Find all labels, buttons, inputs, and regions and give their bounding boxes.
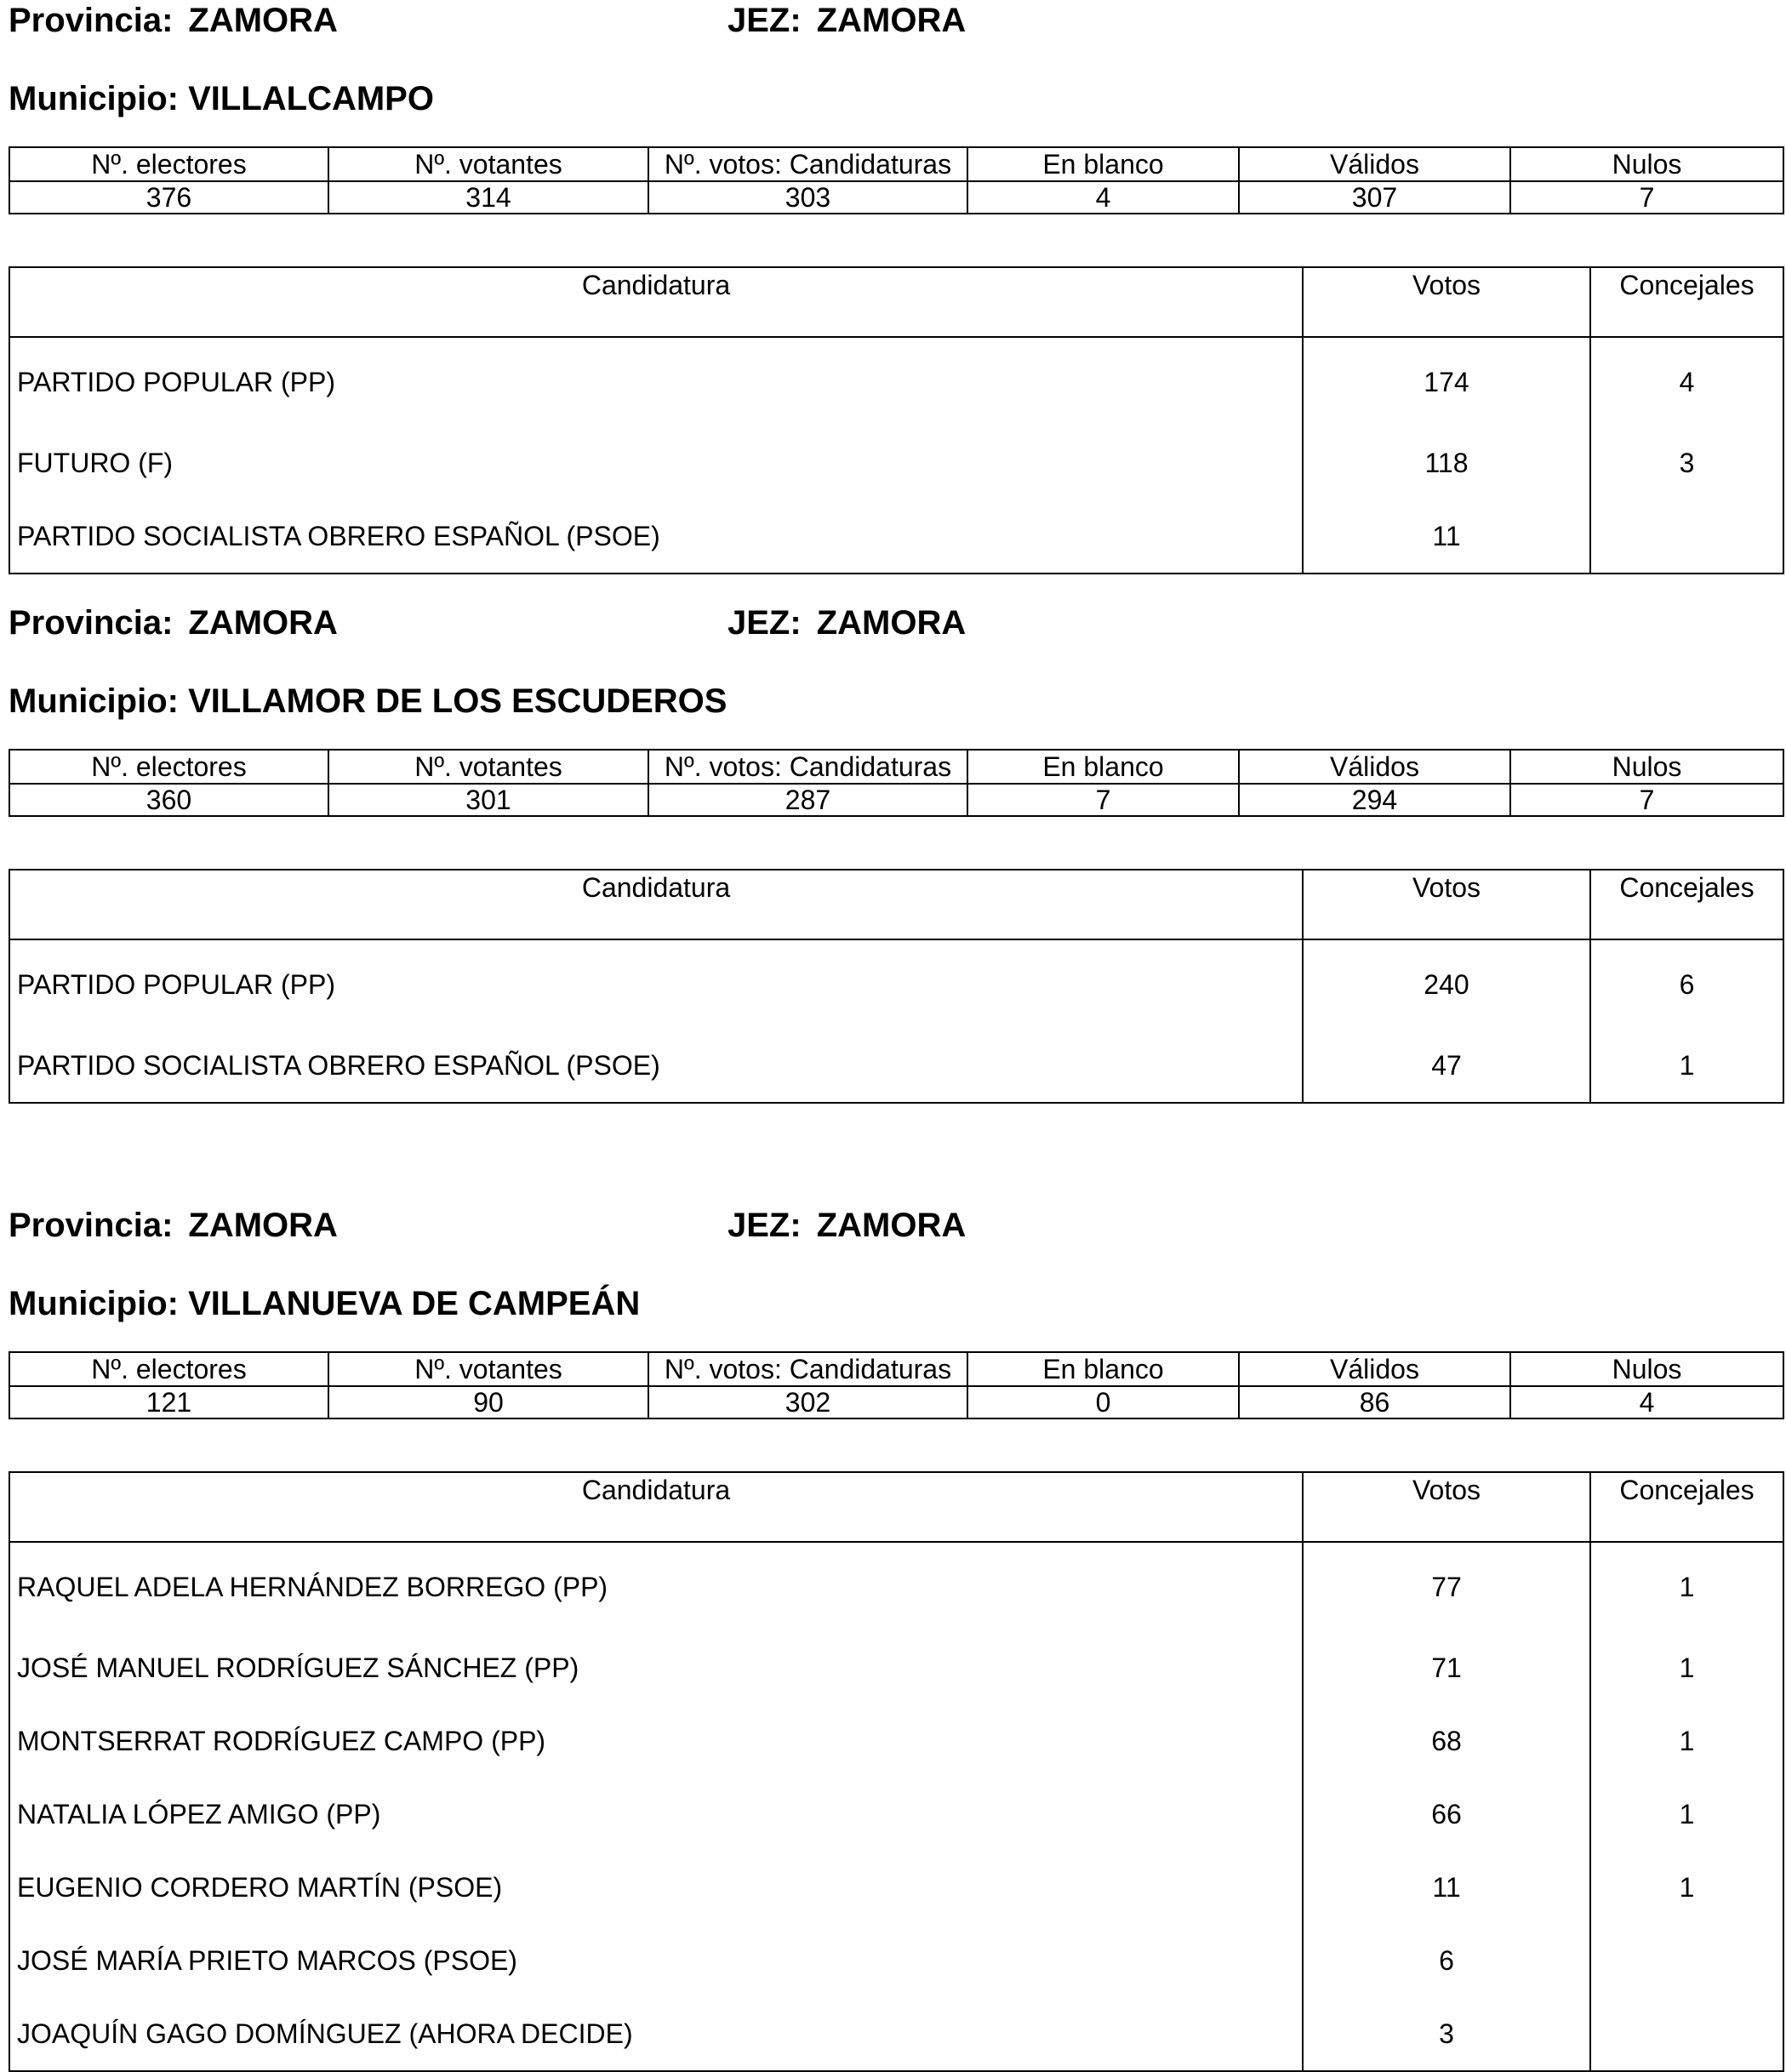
votos-header: Votos	[1303, 870, 1590, 939]
candidatura-header: Candidatura	[9, 870, 1303, 939]
municipio-label: Municipio:	[9, 682, 179, 720]
summary-header-row	[9, 147, 1783, 181]
candidatura-row	[9, 1778, 1783, 1851]
votos-header: Votos	[1303, 1472, 1590, 1542]
provincia-line	[9, 602, 1783, 643]
candidatura-header: Candidatura	[9, 1472, 1303, 1542]
concejales-header: Concejales	[1590, 267, 1783, 337]
candidatura-concejales	[1590, 1997, 1783, 2071]
candidatura-name: MONTSERRAT RODRÍGUEZ CAMPO (PP)	[9, 1704, 1303, 1778]
concejales-header: Concejales	[1590, 1472, 1783, 1542]
candidatura-votos: 71	[1303, 1631, 1590, 1704]
provincia-label: Provincia:	[9, 1207, 174, 1244]
summary-value: 121	[9, 1386, 328, 1418]
candidatura-concejales: 1	[1590, 1704, 1783, 1778]
summary-value: 307	[1239, 181, 1510, 214]
summary-value: 7	[1510, 181, 1783, 214]
provincia-line	[9, 0, 1783, 41]
candidatura-concejales: 6	[1590, 939, 1783, 1029]
summary-value: 301	[328, 784, 648, 816]
candidaturas-header-row	[9, 870, 1783, 939]
summary-header-row	[9, 1352, 1783, 1386]
candidatura-name: JOAQUÍN GAGO DOMÍNGUEZ (AHORA DECIDE)	[9, 1997, 1303, 2071]
candidatura-concejales	[1590, 499, 1783, 574]
summary-value: 7	[1510, 784, 1783, 816]
candidatura-votos: 118	[1303, 426, 1590, 499]
summary-values-row	[9, 1386, 1783, 1418]
jez-label: JEZ:	[728, 2, 802, 39]
candidaturas-table	[9, 869, 1784, 1104]
candidatura-name: EUGENIO CORDERO MARTÍN (PSOE)	[9, 1851, 1303, 1924]
candidatura-concejales: 1	[1590, 1778, 1783, 1851]
jez-value: ZAMORA	[816, 1207, 967, 1244]
provincia-value: ZAMORA	[188, 604, 338, 642]
candidatura-row	[9, 1704, 1783, 1778]
municipio-line	[9, 681, 1783, 722]
municipio-label: Municipio:	[9, 80, 179, 117]
candidatura-row	[9, 1631, 1783, 1704]
candidatura-name: PARTIDO SOCIALISTA OBRERO ESPAÑOL (PSOE)	[9, 499, 1303, 574]
municipio-value: VILLAMOR DE LOS ESCUDEROS	[188, 682, 728, 720]
provincia-label: Provincia:	[9, 2, 174, 39]
candidatura-concejales: 1	[1590, 1851, 1783, 1924]
candidatura-votos: 3	[1303, 1997, 1590, 2071]
summary-value: 4	[967, 181, 1239, 214]
candidatura-votos: 174	[1303, 337, 1590, 426]
candidatura-concejales: 1	[1590, 1542, 1783, 1631]
candidatura-row	[9, 1542, 1783, 1631]
summary-values-row	[9, 181, 1783, 214]
summary-header: Nulos	[1510, 147, 1783, 181]
candidatura-votos: 6	[1303, 1924, 1590, 1997]
summary-header: Nº. electores	[9, 147, 328, 181]
provincia-value: ZAMORA	[188, 2, 338, 39]
summary-header: Nº. votos: Candidaturas	[648, 750, 967, 784]
votos-header: Votos	[1303, 267, 1590, 337]
summary-header: En blanco	[967, 750, 1239, 784]
summary-table	[9, 1351, 1784, 1419]
provincia-value: ZAMORA	[188, 1207, 338, 1244]
summary-header: Nº. votantes	[328, 1352, 648, 1386]
candidatura-votos: 11	[1303, 1851, 1590, 1924]
candidaturas-table	[9, 266, 1784, 574]
candidatura-row	[9, 499, 1783, 574]
provincia-label: Provincia:	[9, 604, 174, 642]
candidatura-concejales: 1	[1590, 1631, 1783, 1704]
municipio-line	[9, 1283, 1783, 1324]
jez-value: ZAMORA	[816, 2, 967, 39]
summary-value: 303	[648, 181, 967, 214]
municipio-label: Municipio:	[9, 1285, 179, 1322]
summary-header: Nº. electores	[9, 750, 328, 784]
summary-value: 86	[1239, 1386, 1510, 1418]
summary-header: En blanco	[967, 147, 1239, 181]
candidatura-votos: 68	[1303, 1704, 1590, 1778]
candidatura-row	[9, 939, 1783, 1029]
candidatura-header: Candidatura	[9, 267, 1303, 337]
summary-header: Válidos	[1239, 750, 1510, 784]
summary-value: 314	[328, 181, 648, 214]
jez-value: ZAMORA	[816, 604, 967, 642]
candidaturas-header-row	[9, 1472, 1783, 1542]
candidatura-name: RAQUEL ADELA HERNÁNDEZ BORREGO (PP)	[9, 1542, 1303, 1631]
summary-value: 302	[648, 1386, 967, 1418]
candidatura-concejales: 4	[1590, 337, 1783, 426]
municipio-value: VILLALCAMPO	[188, 80, 434, 117]
summary-header: Nº. votantes	[328, 147, 648, 181]
candidatura-row	[9, 1851, 1783, 1924]
candidatura-name: NATALIA LÓPEZ AMIGO (PP)	[9, 1778, 1303, 1851]
candidatura-row	[9, 426, 1783, 499]
candidatura-concejales	[1590, 1924, 1783, 1997]
jez-label: JEZ:	[728, 1207, 802, 1244]
jez-label: JEZ:	[728, 604, 802, 642]
summary-value: 287	[648, 784, 967, 816]
concejales-header: Concejales	[1590, 870, 1783, 939]
summary-value: 0	[967, 1386, 1239, 1418]
summary-header: Nulos	[1510, 750, 1783, 784]
summary-header: Nº. votos: Candidaturas	[648, 147, 967, 181]
municipio-line	[9, 78, 1783, 119]
candidatura-row	[9, 1997, 1783, 2071]
candidatura-votos: 11	[1303, 499, 1590, 574]
candidatura-concejales: 1	[1590, 1029, 1783, 1103]
summary-values-row	[9, 784, 1783, 816]
summary-table	[9, 146, 1784, 214]
summary-header: En blanco	[967, 1352, 1239, 1386]
summary-header: Válidos	[1239, 147, 1510, 181]
candidatura-name: PARTIDO SOCIALISTA OBRERO ESPAÑOL (PSOE)	[9, 1029, 1303, 1103]
summary-value: 294	[1239, 784, 1510, 816]
summary-value: 360	[9, 784, 328, 816]
summary-header: Válidos	[1239, 1352, 1510, 1386]
summary-header-row	[9, 750, 1783, 784]
candidatura-name: PARTIDO POPULAR (PP)	[9, 337, 1303, 426]
candidatura-name: JOSÉ MARÍA PRIETO MARCOS (PSOE)	[9, 1924, 1303, 1997]
summary-value: 7	[967, 784, 1239, 816]
candidatura-votos: 77	[1303, 1542, 1590, 1631]
summary-value: 376	[9, 181, 328, 214]
candidatura-row	[9, 1029, 1783, 1103]
candidatura-row	[9, 1924, 1783, 1997]
summary-value: 90	[328, 1386, 648, 1418]
summary-header: Nº. electores	[9, 1352, 328, 1386]
candidatura-concejales: 3	[1590, 426, 1783, 499]
candidatura-votos: 66	[1303, 1778, 1590, 1851]
candidaturas-header-row	[9, 267, 1783, 337]
candidatura-row	[9, 337, 1783, 426]
summary-header: Nº. votantes	[328, 750, 648, 784]
summary-header: Nº. votos: Candidaturas	[648, 1352, 967, 1386]
candidatura-name: JOSÉ MANUEL RODRÍGUEZ SÁNCHEZ (PP)	[9, 1631, 1303, 1704]
candidatura-votos: 240	[1303, 939, 1590, 1029]
candidatura-votos: 47	[1303, 1029, 1590, 1103]
candidatura-name: FUTURO (F)	[9, 426, 1303, 499]
candidatura-name: PARTIDO POPULAR (PP)	[9, 939, 1303, 1029]
provincia-line	[9, 1205, 1783, 1246]
summary-value: 4	[1510, 1386, 1783, 1418]
summary-header: Nulos	[1510, 1352, 1783, 1386]
candidaturas-table	[9, 1471, 1784, 2072]
municipio-value: VILLANUEVA DE CAMPEÁN	[188, 1285, 641, 1322]
summary-table	[9, 749, 1784, 817]
